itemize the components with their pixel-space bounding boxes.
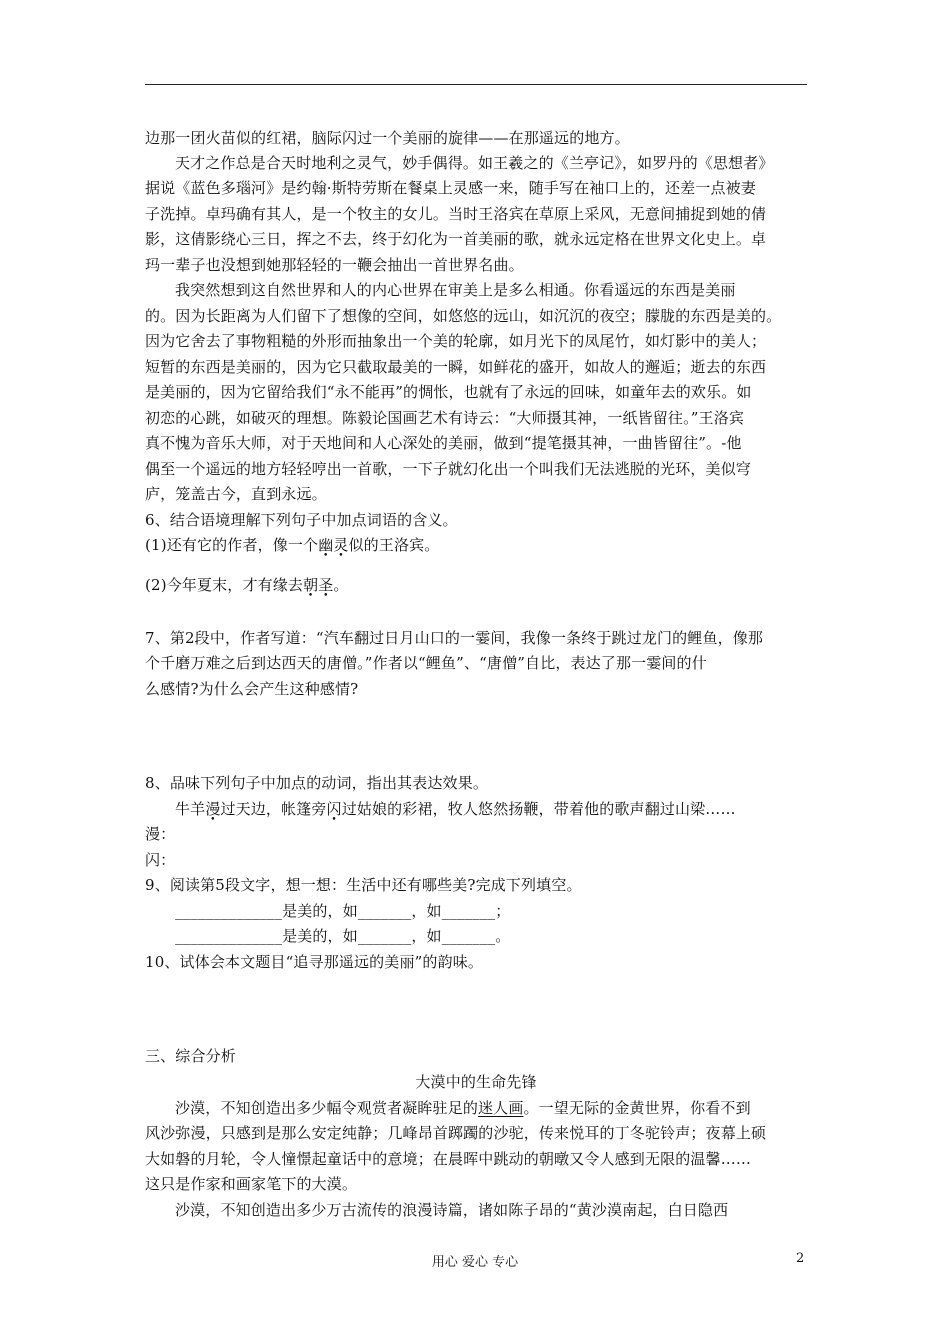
dotted-char: 朝	[303, 576, 319, 594]
sentence-text: 。	[333, 576, 349, 594]
sentence-text: 。一望无际的金黄世界，你看不到	[523, 1099, 751, 1117]
sentence-text: 沙漠，不知创造出多少幅令观赏者凝眸驻足的	[175, 1099, 479, 1117]
text-line: 短暂的东西是美丽的，因为它只截取最美的一瞬，如鲜花的盛开，如故人的邂逅；逝去的东西	[145, 358, 767, 376]
article-line: 大如磐的月轮，令人憧憬起童话中的意境；在晨晖中跳动的朝暾又令人感到无限的温馨……	[145, 1150, 752, 1168]
dotted-char: 灵	[333, 536, 349, 554]
article-line: 沙漠，不知创造出多少万古流传的浪漫诗篇，诸如陈子昂的“黄沙漠南起，白日隐西	[175, 1201, 729, 1219]
dotted-char: 闪	[326, 800, 342, 818]
text-line: 的。因为长距离为人们留下了想像的空间，如悠悠的远山，如沉沉的夜空；朦胧的东西是美的。	[145, 307, 782, 325]
underlined-phrase: 迷人画	[478, 1099, 524, 1117]
article-line: 风沙弥漫，只感到是那么安定纯静；几峰昂首踯躅的沙驼，传来悦耳的丁冬驼铃声；夜幕上硕	[145, 1124, 767, 1142]
question-8-sentence	[175, 798, 807, 820]
dotted-char: 漫	[205, 800, 221, 818]
question-7-line: 7、第2段中，作者写道：“汽车翻过日月山口的一霎间，我像一条终于跳过龙门的鲤鱼，像那	[145, 629, 764, 647]
text-line: 影，这倩影绕心三日，挥之不去，终于幻化为一首美丽的歌，就永远定格在世界文化史上。卓	[145, 230, 767, 248]
sentence-text: 似的王洛宾。	[348, 536, 440, 554]
text-line: 是美丽的，因为它留给我们“永不能再”的惆怅，也就有了永远的回味，如童年去的欢乐。如	[145, 383, 752, 401]
question-7-line: 个千磨万难之后到达西天的唐僧。”作者以“鲤鱼”、“唐僧”自比，表达了那一霎间的什	[145, 654, 707, 672]
answer-label-man: 漫：	[145, 825, 176, 843]
dotted-char: 圣	[318, 576, 334, 594]
sentence-text: 过姑娘的彩裙，牧人悠然扬鞭，带着他的歌声翻过山梁……	[341, 800, 736, 818]
sentence-text: 过天边，帐篷旁	[220, 800, 327, 818]
article-line	[175, 1097, 807, 1119]
footer-motto: 用心 爱心 专心	[431, 1255, 519, 1270]
question-6-sentence-1	[145, 534, 807, 556]
header-rule	[145, 84, 807, 85]
section-heading: 三、综合分析	[145, 1047, 236, 1065]
question-6-title: 6、结合语境理解下列句子中加点词语的含义。	[145, 511, 458, 529]
text-line: 天才之作总是合天时地利之灵气，妙手偶得。如王羲之的《兰亭记》，如罗丹的《思想者》	[175, 154, 774, 172]
text-line: 子洗掉。卓玛确有其人，是一个牧主的女儿。当时王洛宾在草原上采风，无意间捕捉到她的倩	[145, 205, 767, 223]
text-line: 真不愧为音乐大师，对于天地间和人心深处的美丽，做到“提笔摄其神，一曲皆留往”。-他	[145, 434, 742, 452]
page-number: 2	[796, 1251, 805, 1266]
question-10: 10、试体会本文题目“追寻那遥远的美丽”的韵味。	[145, 953, 484, 971]
paragraph-tail: 边那一团火苗似的红裙，脑际闪过一个美丽的旋律——在那遥远的地方。	[145, 129, 630, 147]
text-line: 庐，笼盖古今，直到永远。	[145, 485, 327, 503]
answer-label-shan: 闪：	[145, 851, 176, 869]
sentence-text: (2)今年夏末，才有缘去	[145, 576, 304, 594]
text-line: 玛一辈子也没想到她那轻轻的一鞭会抽出一首世界名曲。	[145, 256, 524, 274]
text-line: 因为它舍去了事物粗糙的外形而抽象出一个美的轮廓，如月光下的凤尾竹，如灯影中的美人；	[145, 332, 767, 350]
dotted-char: 幽	[318, 536, 334, 554]
question-6-sentence-2	[145, 574, 807, 596]
fill-in-line: ______________是美的，如_______，如_______；	[175, 902, 511, 920]
article-line: 这只是作家和画家笔下的大漠。	[145, 1175, 358, 1193]
text-line: 初恋的心跳，如破灭的理想。陈毅论国画艺术有诗云：“大师摄其神，一纸皆留往。”王洛宾	[145, 409, 744, 427]
text-line: 偶至一个遥远的地方轻轻哼出一首歌，一下子就幻化出一个叫我们无法逃脱的光环，美似穹	[145, 460, 752, 478]
text-line: 我突然想到这自然世界和人的内心世界在审美上是多么相通。你看遥远的东西是美丽	[175, 281, 736, 299]
question-9-title: 9、阅读第5段文字，想一想：生活中还有哪些美?完成下列填空。	[145, 876, 582, 894]
question-8-title: 8、品味下列句子中加点的动词，指出其表达效果。	[145, 774, 488, 792]
text-line: 据说《蓝色多瑙河》是约翰·斯特劳斯在餐桌上灵感一来，随手写在袖口上的，还差一点被妻	[145, 179, 756, 197]
article-title: 大漠中的生命先锋	[415, 1073, 537, 1091]
fill-in-line: ______________是美的，如_______，如_______。	[175, 927, 511, 945]
question-7-line: 么感情?为什么会产生这种感情?	[145, 680, 359, 698]
sentence-text: (1)还有它的作者，像一个	[145, 536, 319, 554]
sentence-text: 牛羊	[175, 800, 206, 818]
